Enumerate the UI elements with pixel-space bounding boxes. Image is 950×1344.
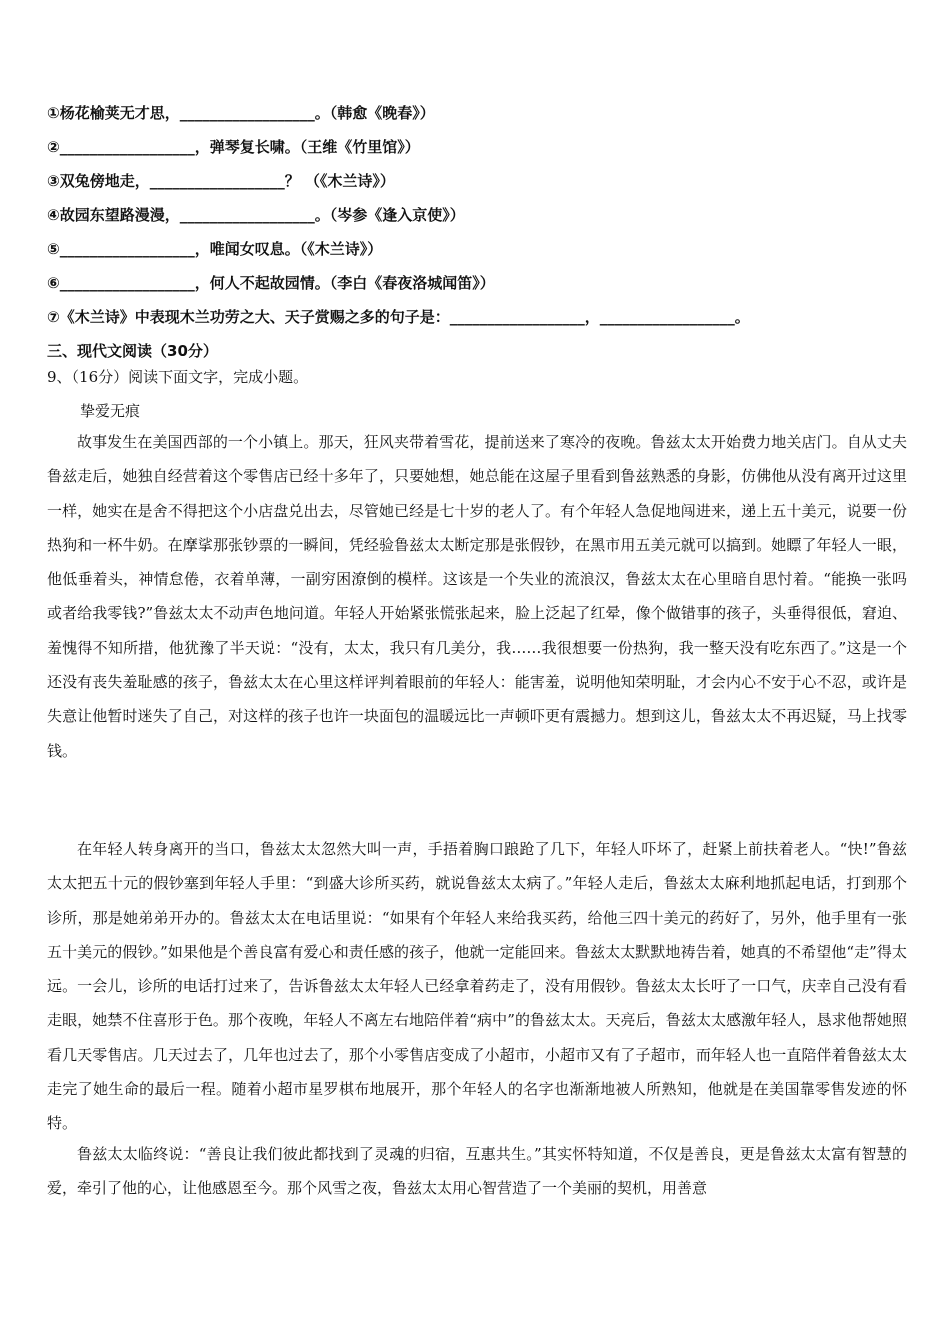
passage-paragraph-1: 故事发生在美国西部的一个小镇上。那天，狂风夹带着雪花，提前送来了寒冷的夜晚。鲁兹太太开始费力地关店门。自从丈夫鲁兹走后，她独自经营着这个零售店已经十多年了，只要她想，她总能在这屋子里看到鲁兹熟悉的身影，仿佛他从没有离开过这里一样，她实在是舍不得把这个小店盘兑出去，尽管她已经是七十岁的老人了。有个年轻人急促地闯进来，递上五十美元，说要一份热狗和一杯牛奶。在摩挲那张钞票的一瞬间，凭经验鲁兹太太断定那是张假钞，在黑市用五美元就可以搞到。她瞟了年轻人一眼，他低垂着头，神情怠倦，衣着单薄，一副穷困潦倒的模样。这该是一个失业的流浪汉，鲁兹太太在心里暗自思忖着。“能换一张吗或者给我零钱?”鲁兹太太不动声色地问道。年轻人开始紧张慌张起来，脸上泛起了红晕，像个做错事的孩子，头垂得很低，窘迫、羞愧得不知所措，他犹豫了半天说：“没有，太太，我只有几美分，我……我很想要一份热狗，我一整天没有吃东西了。”这是一个还没有丧失羞耻感的孩子，鲁兹太太在心里这样评判着眼前的年轻人：能害羞，说明他知荣明耻，才会内心不安于心不忍，或许是失意让他暂时迷失了自己，对这样的孩子也许一块面包的温暖远比一声顿吓更有震撼力。想到这儿，鲁兹太太不再迟疑，马上找零钱。 xyxy=(47,433,907,760)
fill-in-question-5: ⑤__________________，唯闻女叹息。（《木兰诗》） xyxy=(47,240,383,258)
section-heading: 三、现代文阅读（30分） xyxy=(47,342,218,360)
fill-in-question-4: ④故园东望路漫漫，__________________。（岑参《逢入京使》） xyxy=(47,206,465,224)
fill-in-question-7: ⑦《木兰诗》中表现木兰功劳之大、天子赏赐之多的句子是：__________________，__________________。 xyxy=(47,308,750,326)
fill-in-question-1: ①杨花榆荚无才思，__________________。（韩愈《晚春》） xyxy=(47,104,435,122)
passage-paragraph-2: 在年轻人转身离开的当口，鲁兹太太忽然大叫一声，手捂着胸口踉跄了几下，年轻人吓坏了，赶紧上前扶着老人。“快!”鲁兹太太把五十元的假钞塞到年轻人手里：“到盛大诊所买药，就说鲁兹太太病了。”年轻人走后，鲁兹太太麻利地抓起电话，打到那个诊所，那是她弟弟开办的。鲁兹太太在电话里说：“如果有个年轻人来给我买药，给他三四十美元的药好了，另外，他手里有一张五十美元的假钞。”如果他是个善良富有爱心和责任感的孩子，他就一定能回来。鲁兹太太默默地祷告着，她真的不希望他“走”得太远。一会儿，诊所的电话打过来了，告诉鲁兹太太年轻人已经拿着药走了，没有用假钞。鲁兹太太长吁了一口气，庆幸自己没有看走眼，她禁不住喜形于色。那个夜晚，年轻人不离左右地陪伴着“病中”的鲁兹太太。天亮后，鲁兹太太感激年轻人，恳求他帮她照看几天零售店。几天过去了，几年也过去了，那个小零售店变成了小超市，小超市又有了子超市，而年轻人也一直陪伴着鲁兹太太走完了她生命的最后一程。随着小超市星罗棋布地展开，那个年轻人的名字也渐渐地被人所熟知，他就是在美国靠零售发迹的怀特。 xyxy=(47,840,907,1133)
fill-in-question-2: ②__________________，弹琴复长啸。（王维《竹里馆》） xyxy=(47,138,420,156)
passage-paragraph-3: 鲁兹太太临终说：“善良让我们彼此都找到了灵魂的归宿，互惠共生。”其实怀特知道，不仅是善良，更是鲁兹太太富有智慧的爱，牵引了他的心，让他感恩至今。那个风雪之夜，鲁兹太太用心智营造了一个美丽的契机，用善意 xyxy=(47,1145,907,1198)
question-9-prompt: 9、（16分）阅读下面文字，完成小题。 xyxy=(47,368,309,386)
fill-in-question-3: ③双兔傍地走，__________________？ （《木兰诗》） xyxy=(47,172,395,190)
passage-title: 挚爱无痕 xyxy=(80,402,141,420)
fill-in-question-6: ⑥__________________，何人不起故园情。（李白《春夜洛城闻笛》） xyxy=(47,274,495,292)
